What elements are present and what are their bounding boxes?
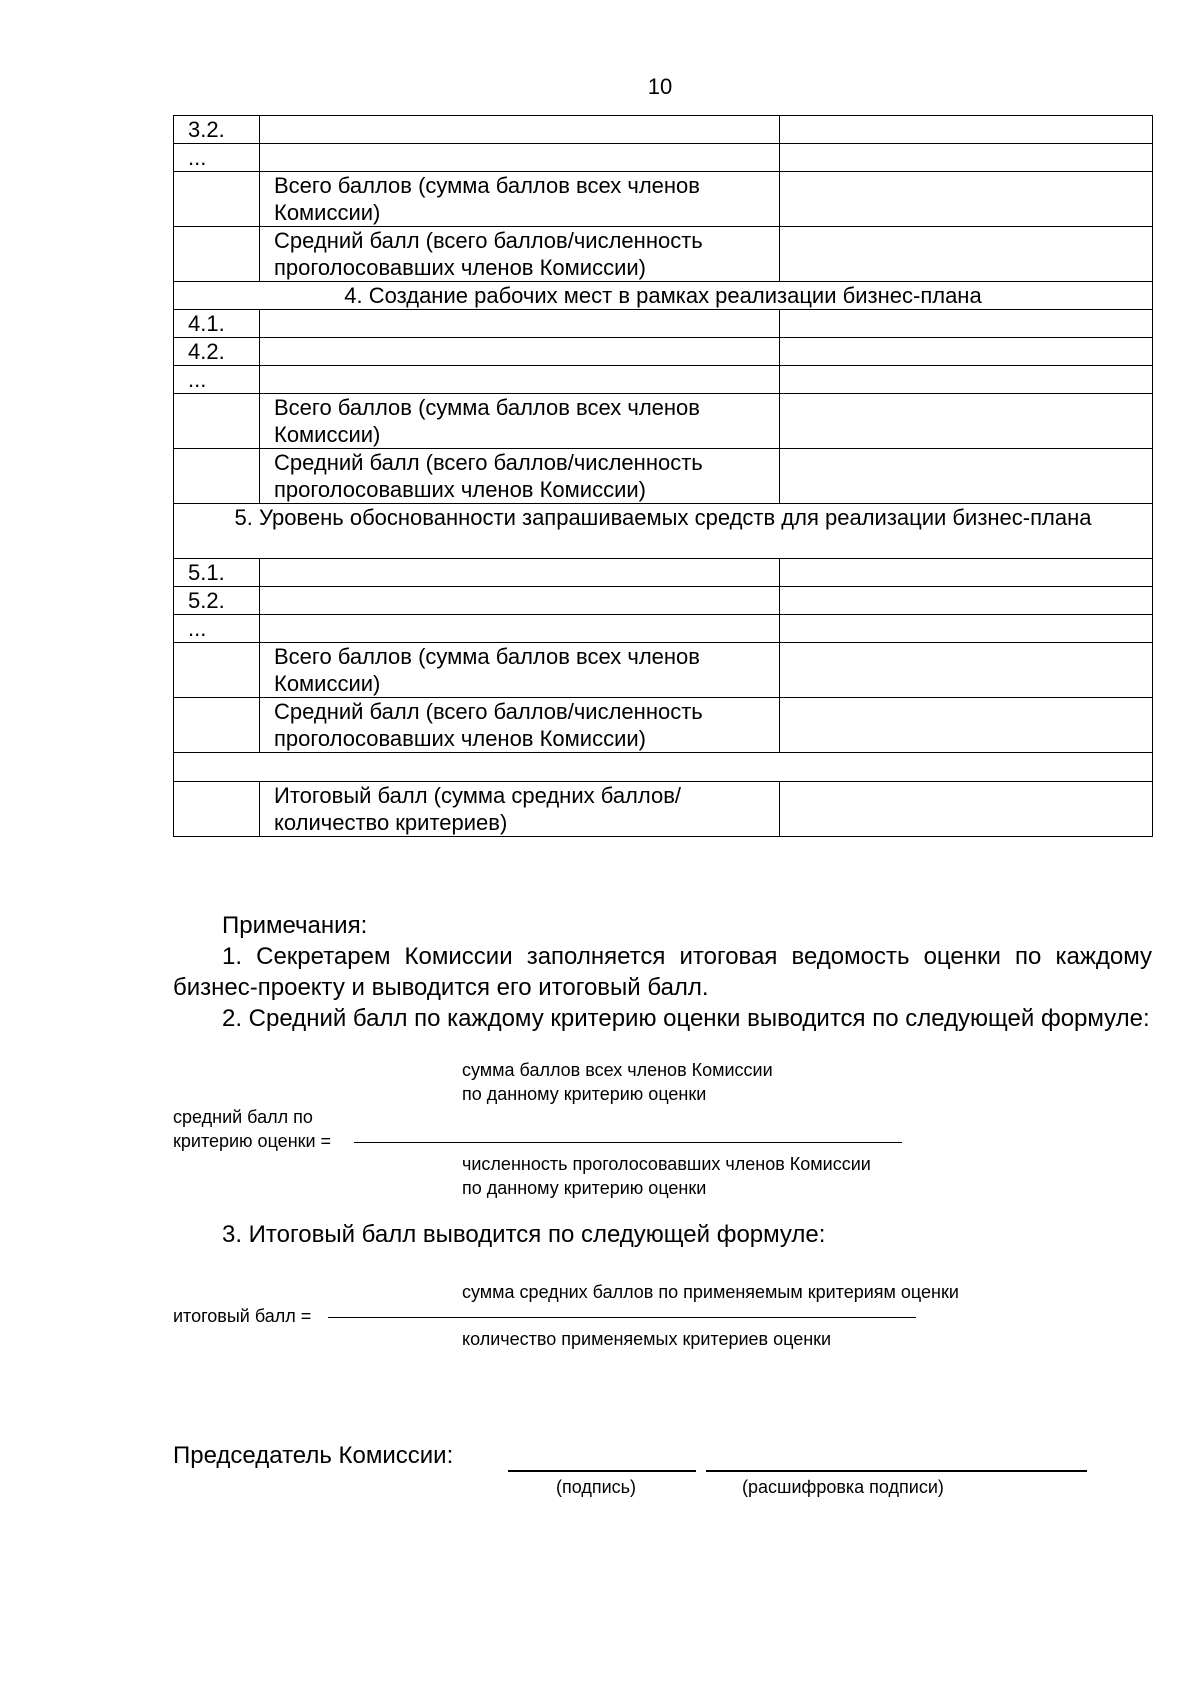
table-row	[174, 504, 1153, 559]
formula2-numerator: сумма средних баллов по применяемым критериям оценки	[462, 1282, 959, 1302]
criterion-cell: Средний балл (всего баллов/численность проголосовавших членов Комиссии)	[260, 227, 780, 282]
score-cell	[780, 338, 1153, 366]
table-row	[174, 227, 1153, 282]
row-number: 5.2.	[174, 587, 260, 615]
score-cell	[780, 449, 1153, 504]
formula2-fraction-bar	[328, 1317, 916, 1318]
formula1-left-line2: критерию оценки =	[173, 1131, 332, 1151]
score-cell	[780, 587, 1153, 615]
table-row	[174, 394, 1153, 449]
score-cell	[780, 559, 1153, 587]
criterion-cell	[260, 310, 780, 338]
signature-line	[508, 1470, 696, 1472]
score-cell	[780, 172, 1153, 227]
section-heading: 4. Создание рабочих мест в рамках реализации бизнес-плана	[174, 282, 1153, 310]
criterion-cell: Всего баллов (сумма баллов всех членов Комиссии)	[260, 172, 780, 227]
row-number: 4.1.	[174, 310, 260, 338]
row-number	[174, 698, 260, 753]
score-cell	[780, 394, 1153, 449]
note-3: 3. Итоговый балл выводится по следующей формуле:	[222, 1221, 826, 1248]
note-2: 2. Средний балл по каждому критерию оценки выводится по следующей формуле:	[222, 1005, 1150, 1032]
table-row	[174, 116, 1153, 144]
criterion-cell	[260, 587, 780, 615]
table-row	[174, 698, 1153, 753]
score-cell	[780, 698, 1153, 753]
formula1-denominator-line1: численность проголосовавших членов Комиссии	[462, 1154, 871, 1174]
table-row	[174, 449, 1153, 504]
table-row	[174, 559, 1153, 587]
score-cell	[780, 615, 1153, 643]
criterion-cell	[260, 559, 780, 587]
table-row	[174, 310, 1153, 338]
page-number: 10	[647, 74, 673, 99]
table-row	[174, 172, 1153, 227]
row-number	[174, 643, 260, 698]
criterion-cell: Итоговый балл (сумма средних баллов/количество критериев)	[260, 782, 780, 837]
score-cell	[780, 116, 1153, 144]
formula2-denominator: количество применяемых критериев оценки	[462, 1329, 832, 1349]
row-number	[174, 394, 260, 449]
score-cell	[780, 366, 1153, 394]
formula1-fraction-bar	[354, 1142, 902, 1143]
table-row	[174, 282, 1153, 310]
table-row	[174, 366, 1153, 394]
row-number: ...	[174, 144, 260, 172]
row-number: ...	[174, 366, 260, 394]
table-row	[174, 753, 1153, 782]
criterion-cell: Средний балл (всего баллов/численность проголосовавших членов Комиссии)	[260, 698, 780, 753]
criterion-cell	[260, 116, 780, 144]
table-row	[174, 782, 1153, 837]
table-row	[174, 587, 1153, 615]
signature-decode-line	[706, 1470, 1087, 1472]
row-number	[174, 172, 260, 227]
criterion-cell	[260, 615, 780, 643]
blank-cell	[174, 753, 1153, 782]
row-number	[174, 449, 260, 504]
notes-heading: Примечания:	[222, 912, 368, 939]
criterion-cell: Средний балл (всего баллов/численность проголосовавших членов Комиссии)	[260, 449, 780, 504]
score-cell	[780, 144, 1153, 172]
table-row	[174, 338, 1153, 366]
score-table	[173, 115, 1153, 837]
formula1-denominator-line2: по данному критерию оценки	[462, 1178, 707, 1198]
formula1-numerator-line1: сумма баллов всех членов Комиссии	[462, 1060, 773, 1080]
table-row	[174, 643, 1153, 698]
criterion-cell	[260, 366, 780, 394]
score-cell	[780, 782, 1153, 837]
signature-caption: (подпись)	[556, 1477, 637, 1497]
formula2-left: итоговый балл =	[173, 1306, 312, 1326]
chairman-label: Председатель Комиссии:	[173, 1442, 454, 1469]
score-cell	[780, 310, 1153, 338]
formula1-left-line1: средний балл по	[173, 1107, 313, 1127]
row-number	[174, 227, 260, 282]
score-cell	[780, 227, 1153, 282]
table-row	[174, 144, 1153, 172]
table-row	[174, 615, 1153, 643]
row-number: 4.2.	[174, 338, 260, 366]
note-1: 1. Секретарем Комиссии заполняется итоговая ведомость оценки по каждому бизнес-проекту и выводится его итоговый балл.	[173, 943, 1152, 1001]
row-number	[174, 782, 260, 837]
criterion-cell	[260, 144, 780, 172]
row-number: ...	[174, 615, 260, 643]
criterion-cell: Всего баллов (сумма баллов всех членов Комиссии)	[260, 643, 780, 698]
row-number: 5.1.	[174, 559, 260, 587]
criterion-cell	[260, 338, 780, 366]
formula1-numerator-line2: по данному критерию оценки	[462, 1084, 707, 1104]
row-number: 3.2.	[174, 116, 260, 144]
section-heading: 5. Уровень обоснованности запрашиваемых средств для реализации бизнес-плана	[174, 504, 1153, 559]
signature-decode-caption: (расшифровка подписи)	[742, 1477, 944, 1497]
score-cell	[780, 643, 1153, 698]
criterion-cell: Всего баллов (сумма баллов всех членов Комиссии)	[260, 394, 780, 449]
